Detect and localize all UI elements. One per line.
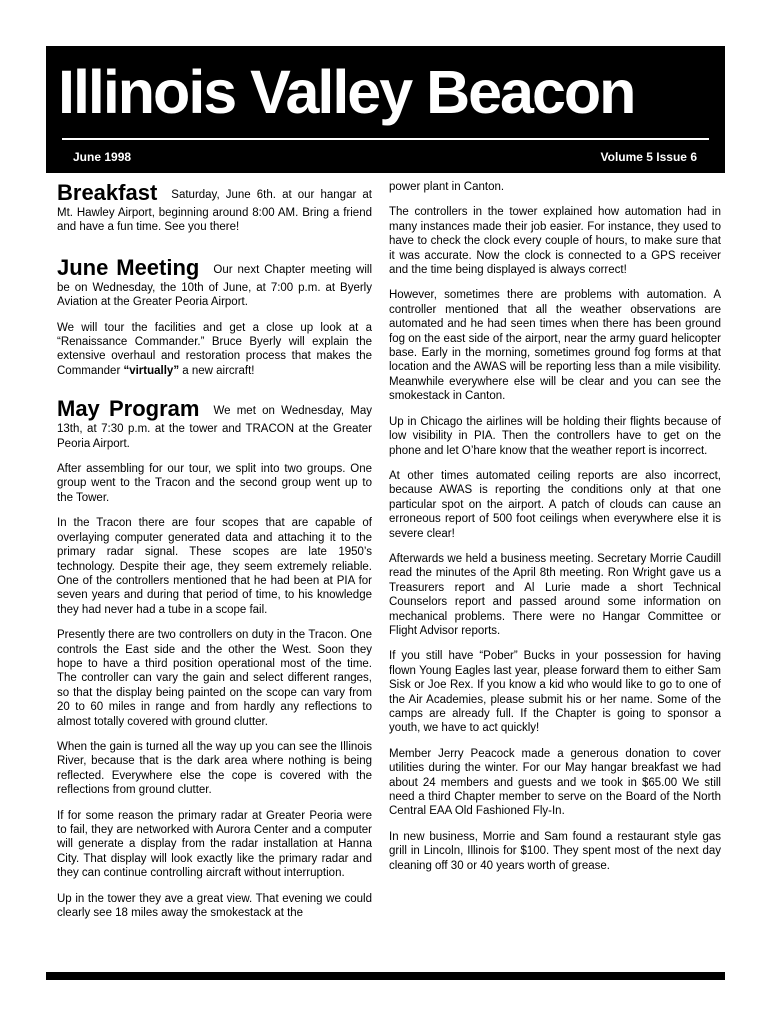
breakfast-heading: Breakfast bbox=[57, 180, 158, 205]
paragraph: In the Tracon there are four scopes that are capable of overlaying computer generated data and attaching it to the primary radar signal. These scopes are late 1950’s technology. Despite their age, they seem extremely reliable. One of the controllers mentioned that he had been at PIA for seven years and during that period of time, to his knowledge they had never had a tube in a scope fail. bbox=[57, 517, 372, 616]
may-program-section bbox=[57, 396, 372, 920]
breakfast-text: Saturday, June 6th. at our hangar at Mt. Hawley Airport, beginning around 8:00 AM. Bring a friend and have a fun time. See you there! bbox=[57, 189, 372, 234]
june-meeting-p2-end: a new aircraft! bbox=[179, 364, 255, 377]
paragraph: If you still have “Pober” Bucks in your possession for having flown Young Eagles last year, please forward them to either Sam Sisk or Joe Rex. If you know a kid who would like to go to one of the Air Academies, please submit his or her name. Some of the camps are already full. If the Chapter is going to sponsor a youth, we have to act quickly! bbox=[389, 650, 721, 735]
paragraph: Member Jerry Peacock made a generous donation to cover utilities during the winter. For our May hangar breakfast we had about 24 members and guests and we took in $65.00 We still need a third Chapter member to serve on the Board of the North Central EAA Old Fashioned Fly-In. bbox=[389, 747, 721, 818]
may-program-heading: May Program bbox=[57, 396, 200, 422]
june-meeting-section bbox=[57, 255, 372, 378]
june-meeting-p2-start: We will tour the facilities and get a close up look at a “Renaissance Commander.” Bruce Byerly will explain the extensive overhaul and restoration process that makes the Commander bbox=[57, 321, 372, 377]
paragraph: At other times automated ceiling reports are also incorrect, because AWAS is reporting the conditions only at that one particular spot on the airport. A patch of clouds can cause an erroneous report of 500 foot ceilings when everywhere else it is severe clear! bbox=[389, 469, 721, 540]
paragraph: The controllers in the tower explained how automation had in many instances made their job easier. For instance, they used to have to check the clock every couple of hours, to make sure that it was accurate. Now the clock is connected to a GPS receiver and the time being displayed is always correct! bbox=[389, 206, 721, 277]
paragraph: However, sometimes there are problems with automation. A controller mentioned that all the weather observations are automated and he had seen times when there has been ground fog on the east side of the airport, near the army guard helicopter base. Early in the morning, sometimes ground fog forms at that location and the AWAS will be reporting less than a mile visibility. Meanwhile everywhere else will be clear and you can see the smokestack in Canton. bbox=[389, 289, 721, 403]
paragraph: When the gain is turned all the way up you can see the Illinois River, because that is the dark area where nothing is being reflected. Everywhere else the cope is covered with the reflections from ground clutter. bbox=[57, 740, 372, 797]
left-column bbox=[57, 180, 372, 931]
breakfast-section bbox=[57, 180, 372, 235]
paragraph: In new business, Morrie and Sam found a restaurant style gas grill in Lincoln, Illinois for $100. They spent most of the next day cleaning off 30 or 40 years worth of grease. bbox=[389, 830, 721, 872]
paragraph: Presently there are two controllers on duty in the Tracon. One controls the East side and the other the West. Soon they hope to have a third position operational most of the time. The controller can vary the gain and select different ranges, so that the display being painted on the scope can vary from 20 to 60 miles in range and from hardly any reflections to almost totally covered with ground clutter. bbox=[57, 629, 372, 728]
may-program-text: We met on Wednesday, May 13th, at 7:30 p.m. at the tower and TRACON at the Greater Peoria Airport. bbox=[57, 405, 372, 450]
june-meeting-emphasis: “virtually” bbox=[123, 364, 180, 377]
paragraph: Afterwards we held a business meeting. Secretary Morrie Caudill read the minutes of the April 8th meeting. Ron Wright gave us a Treasurers report and Al Lurie made a short Technical Counselors report and passed around some information on mechanical problems. There were no Hangar Committee or Flight Advisor reports. bbox=[389, 552, 721, 637]
paragraph: Up in the tower they ave a great view. That evening we could clearly see 18 miles away the smokestack at the bbox=[57, 892, 372, 920]
june-meeting-text: Our next Chapter meeting will be on Wednesday, the 10th of June, at 7:00 p.m. at Byerly Aviation at the Greater Peoria Airport. bbox=[57, 263, 373, 309]
footer-rule bbox=[46, 972, 725, 980]
newsletter-title: Illinois Valley Beacon bbox=[58, 58, 635, 126]
june-meeting-heading: June Meeting bbox=[57, 254, 200, 280]
masthead-rule bbox=[62, 138, 709, 140]
right-column bbox=[389, 180, 721, 884]
issue-date: June 1998 bbox=[73, 150, 132, 164]
june-meeting-paragraph bbox=[57, 321, 372, 379]
paragraph: If for some reason the primary radar at Greater Peoria were to fail, they are networked with Aurora Center and a computer will generate a display from the radar installation at Hanna City. That display will look exactly like the primary radar and they can continue controlling aircraft without interruption. bbox=[57, 809, 372, 880]
paragraph: power plant in Canton. bbox=[389, 181, 505, 193]
issue-volume: Volume 5 Issue 6 bbox=[600, 150, 697, 164]
paragraph: After assembling for our tour, we split into two groups. One group went to the Tracon and the second group went up to the Tower. bbox=[57, 463, 372, 504]
masthead bbox=[46, 46, 725, 173]
paragraph: Up in Chicago the airlines will be holding their flights because of low visibility in PIA. Then the controllers have to get on the phone and let O’hare know that the weather report is incorrect. bbox=[389, 415, 721, 457]
